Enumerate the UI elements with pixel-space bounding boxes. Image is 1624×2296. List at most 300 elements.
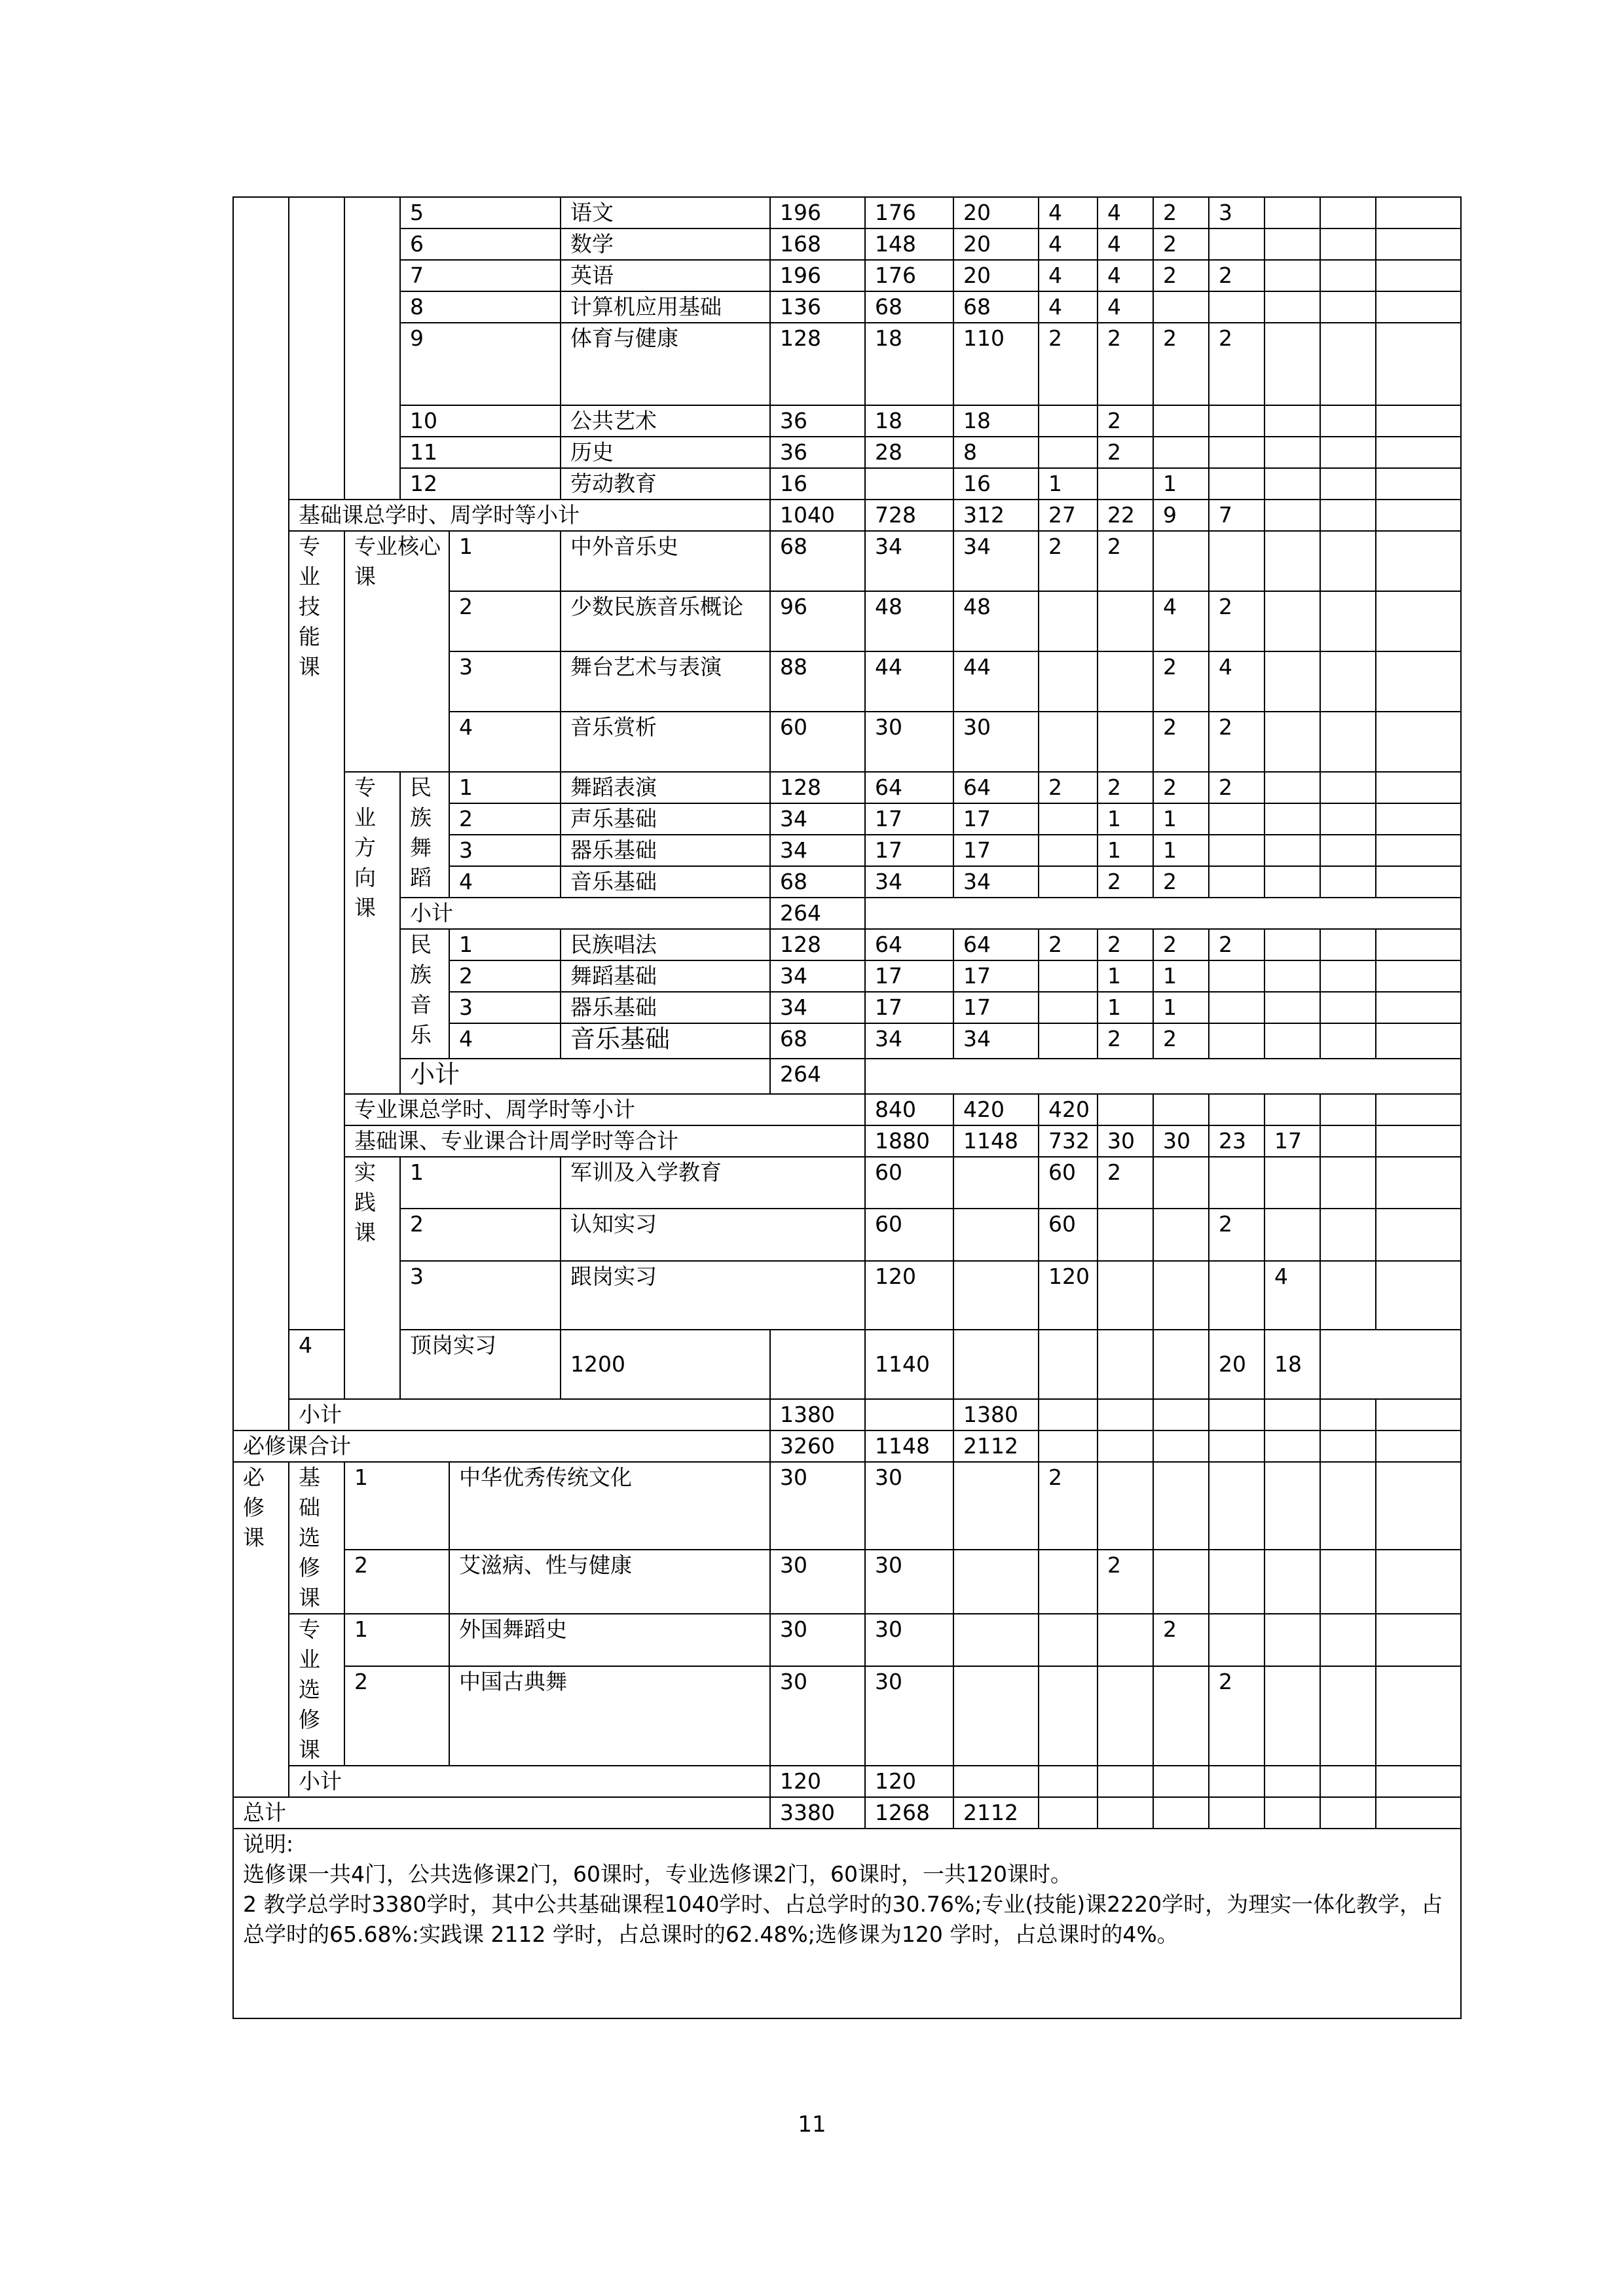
cell-practice: 1380 <box>953 1399 1039 1430</box>
course-name: 舞台艺术与表演 <box>561 651 770 712</box>
cell-s1 <box>1039 437 1098 468</box>
cell-s2 <box>1098 651 1153 712</box>
note-cell <box>1376 651 1461 712</box>
cell-s5 <box>1264 1399 1320 1430</box>
cell-s6 <box>1320 591 1376 651</box>
cell-s5 <box>1264 1797 1320 1829</box>
table-row <box>233 291 1461 323</box>
cell-s1 <box>1039 1430 1098 1462</box>
cell-s2: 4 <box>1098 260 1153 291</box>
table-row <box>233 1125 1461 1157</box>
cell-s2 <box>1153 1209 1209 1260</box>
cell-theory <box>953 1261 1039 1330</box>
note-cell <box>1376 1462 1461 1550</box>
cell-s2 <box>1153 1157 1209 1209</box>
cell-s4 <box>1209 405 1264 437</box>
cell-s4: 2 <box>1209 323 1264 405</box>
note-cell <box>1376 960 1461 992</box>
cell-s4 <box>1264 1209 1320 1260</box>
course-no: 10 <box>400 405 561 437</box>
table-row <box>233 468 1461 500</box>
course-no: 1 <box>449 531 561 591</box>
practice-label: 实践课 <box>344 1157 400 1399</box>
table-row <box>233 1330 1461 1399</box>
cell-s3: 1 <box>1153 960 1209 992</box>
total-label: 总计 <box>233 1797 770 1829</box>
course-name: 计算机应用基础 <box>561 291 770 323</box>
course-name: 民族唱法 <box>561 929 770 960</box>
cell-s5 <box>1320 1261 1376 1330</box>
cell-total: 120 <box>865 1261 953 1330</box>
curriculum-table <box>232 196 1462 2019</box>
subtotal-label: 小计 <box>289 1766 770 1797</box>
cell-s3: 2 <box>1209 1209 1264 1260</box>
cell-practice: 64 <box>953 929 1039 960</box>
cell-s1 <box>1039 712 1098 772</box>
cell-s2: 4 <box>1098 228 1153 260</box>
course-name: 语文 <box>561 197 770 228</box>
cell-practice: 48 <box>953 591 1039 651</box>
cell-s2 <box>1098 1666 1153 1766</box>
cell-practice: 17 <box>953 803 1039 835</box>
cell-s2 <box>1039 1330 1098 1399</box>
note-cell <box>1376 1797 1461 1829</box>
cell-s6 <box>1320 772 1376 803</box>
cell-s6 <box>1320 866 1376 898</box>
cell-practice: 8 <box>953 437 1039 468</box>
cell-s5 <box>1264 1550 1320 1614</box>
cell-s2 <box>1098 1462 1153 1550</box>
cell-s6 <box>1320 803 1376 835</box>
course-name: 中外音乐史 <box>561 531 770 591</box>
cell-theory: 68 <box>865 291 953 323</box>
cell-total: 30 <box>770 1614 865 1666</box>
cell-s1 <box>1098 1094 1153 1125</box>
cell-s6 <box>1320 1399 1376 1430</box>
cell-s4 <box>1209 866 1264 898</box>
cell-s2: 2 <box>1098 405 1153 437</box>
page-number: 11 <box>798 2111 826 2138</box>
cell-practice: 2112 <box>953 1797 1039 1829</box>
cell-s2: 2 <box>1098 929 1153 960</box>
cell-s4: 2 <box>1209 1666 1264 1766</box>
cell-s6 <box>1320 1614 1376 1666</box>
cell-s1 <box>1039 1399 1098 1430</box>
cell-s3: 2 <box>1153 1023 1209 1059</box>
course-no: 1 <box>400 1157 561 1209</box>
cell-practice <box>953 1550 1039 1614</box>
table-row <box>233 1614 1461 1666</box>
course-no: 1 <box>449 929 561 960</box>
basic-elective-label: 基础选修课 <box>289 1462 344 1614</box>
cell-total: 1380 <box>770 1399 865 1430</box>
cell-s5 <box>1264 1614 1320 1666</box>
note-cell <box>1376 405 1461 437</box>
cell-practice: 17 <box>953 835 1039 866</box>
cell-theory: 1268 <box>865 1797 953 1829</box>
cell-theory: 34 <box>865 1023 953 1059</box>
note-cell <box>1376 992 1461 1023</box>
table-row <box>233 1550 1461 1614</box>
cell-s6 <box>1376 1157 1461 1209</box>
cell-s3: 2 <box>1153 197 1209 228</box>
cell-total: 1880 <box>865 1125 953 1157</box>
cell-practice: 34 <box>953 866 1039 898</box>
cell-s1 <box>1039 1550 1098 1614</box>
course-name: 艾滋病、性与健康 <box>449 1550 770 1614</box>
cell-s2: 2 <box>1098 1023 1153 1059</box>
cell-theory <box>865 1399 953 1430</box>
cell-total: 1040 <box>770 500 865 531</box>
cell-s3: 2 <box>1153 712 1209 772</box>
cell-theory: 64 <box>865 772 953 803</box>
cell-s5 <box>1264 712 1320 772</box>
cell-s3 <box>1153 1550 1209 1614</box>
cell-s1 <box>953 1330 1039 1399</box>
empty-span <box>865 1059 1461 1094</box>
cell-total: 168 <box>770 228 865 260</box>
cell-s6 <box>1376 1209 1461 1260</box>
cell-total: 68 <box>770 866 865 898</box>
course-no: 3 <box>449 992 561 1023</box>
cell-total: 840 <box>865 1094 953 1125</box>
table-row <box>233 260 1461 291</box>
cell-s6: 18 <box>1264 1330 1320 1399</box>
course-no: 7 <box>400 260 561 291</box>
course-no: 9 <box>400 323 561 405</box>
cell-total: 30 <box>770 1666 865 1766</box>
cell-theory: 120 <box>865 1766 953 1797</box>
table-row <box>233 1094 1461 1125</box>
cell-practice: 60 <box>1039 1209 1098 1260</box>
cell-s6 <box>1320 1766 1376 1797</box>
cell-total: 34 <box>770 960 865 992</box>
table-row <box>233 1766 1461 1797</box>
cell-practice <box>953 1614 1039 1666</box>
cell-s6 <box>1320 437 1376 468</box>
cell-s6 <box>1320 960 1376 992</box>
cell-s4 <box>1209 1430 1264 1462</box>
cell-s6 <box>1320 1550 1376 1614</box>
cell-s2 <box>1098 712 1153 772</box>
cell-s6 <box>1320 291 1376 323</box>
note-line2: 2 教学总学时3380学时，其中公共基础课程1040学时、占总学时的30.76%;专业(技能)课2220学时，为理实一体化教学，占总学时的65.68%:实践课 2112 学时，占总课时的62.48%;选修课为120 学时，占总课时的4%。 <box>243 1891 1443 1947</box>
course-no: 4 <box>449 866 561 898</box>
cell-s3: 2 <box>1153 866 1209 898</box>
cell-s5 <box>1264 591 1320 651</box>
cell-s1: 2 <box>1039 531 1098 591</box>
cell-practice: 17 <box>953 992 1039 1023</box>
cell-s2: 22 <box>1098 500 1153 531</box>
cell-practice: 30 <box>953 712 1039 772</box>
cell-theory: 17 <box>865 835 953 866</box>
course-name: 舞蹈基础 <box>561 960 770 992</box>
cell-total: 34 <box>770 803 865 835</box>
cell-s1: 27 <box>1039 500 1098 531</box>
cell-theory: 1148 <box>953 1125 1039 1157</box>
cell-s4: 7 <box>1209 500 1264 531</box>
cell-theory: 64 <box>865 929 953 960</box>
cell-theory: 48 <box>865 591 953 651</box>
cell-s6 <box>1320 500 1376 531</box>
course-no: 1 <box>449 772 561 803</box>
course-no: 1 <box>344 1614 449 1666</box>
course-no: 1 <box>344 1462 449 1550</box>
cell-s6 <box>1320 1430 1376 1462</box>
cell-s2 <box>1098 1430 1153 1462</box>
cell-total: 60 <box>865 1209 953 1260</box>
cell-s6 <box>1320 1023 1376 1059</box>
core-label: 专业核心课 <box>344 531 449 772</box>
cell-s3: 2 <box>1153 323 1209 405</box>
group-col <box>289 197 344 500</box>
direction-label: 专业方向课 <box>344 772 400 1094</box>
subtotal-label: 基础课、专业课合计周学时等合计 <box>344 1125 865 1157</box>
total-label: 必修课合计 <box>233 1430 770 1462</box>
cell-s6 <box>1320 405 1376 437</box>
course-name: 音乐基础 <box>561 1023 770 1059</box>
cell-total: 68 <box>770 531 865 591</box>
course-name: 声乐基础 <box>561 803 770 835</box>
table-row <box>233 228 1461 260</box>
cell-s2: 1 <box>1098 803 1153 835</box>
cell-total: 264 <box>770 1059 865 1094</box>
cell-s4 <box>1209 437 1264 468</box>
cell-practice <box>953 1666 1039 1766</box>
cell-s6 <box>1320 197 1376 228</box>
table-row <box>233 1209 1461 1260</box>
course-name: 音乐基础 <box>561 866 770 898</box>
cell-s4: 17 <box>1264 1125 1320 1157</box>
cell-s5 <box>1264 772 1320 803</box>
cell-s3 <box>1153 437 1209 468</box>
cell-practice: 44 <box>953 651 1039 712</box>
cell-s3: 2 <box>1153 772 1209 803</box>
cell-s1 <box>1039 1614 1098 1666</box>
course-name: 器乐基础 <box>561 835 770 866</box>
cell-total: 68 <box>770 1023 865 1059</box>
cell-total: 136 <box>770 291 865 323</box>
cell-theory: 44 <box>865 651 953 712</box>
note-cell <box>1376 835 1461 866</box>
cell-s2: 2 <box>1098 437 1153 468</box>
table-row <box>233 500 1461 531</box>
table-row <box>233 1157 1461 1209</box>
cell-s4 <box>1153 1330 1209 1399</box>
cell-s1 <box>1039 405 1098 437</box>
course-no: 4 <box>449 712 561 772</box>
cell-s4: 2 <box>1209 260 1264 291</box>
cell-s3 <box>1153 1399 1209 1430</box>
note-cell <box>1376 260 1461 291</box>
subgroup-col <box>344 197 400 500</box>
cell-s6 <box>1320 835 1376 866</box>
cell-s1: 4 <box>1039 260 1098 291</box>
cell-practice: 120 <box>1039 1261 1098 1330</box>
table-row <box>233 898 1461 929</box>
cell-s1 <box>1039 992 1098 1023</box>
course-no: 3 <box>400 1261 561 1330</box>
cell-s2 <box>1098 1399 1153 1430</box>
cell-s6 <box>1320 323 1376 405</box>
cell-theory: 148 <box>865 228 953 260</box>
cell-s2 <box>1153 1094 1209 1125</box>
cell-s3 <box>1209 1261 1264 1330</box>
course-no: 11 <box>400 437 561 468</box>
cell-practice <box>953 1462 1039 1550</box>
cell-theory: 1148 <box>865 1430 953 1462</box>
subtotal-label: 小计 <box>400 1059 770 1094</box>
cell-s1: 4 <box>1039 197 1098 228</box>
cell-s1: 2 <box>1039 929 1098 960</box>
cell-theory <box>865 468 953 500</box>
cell-s1: 2 <box>1039 1462 1098 1550</box>
course-no: 8 <box>400 291 561 323</box>
cell-s4 <box>1209 291 1264 323</box>
course-name: 中华优秀传统文化 <box>449 1462 770 1550</box>
cell-s5 <box>1264 405 1320 437</box>
cell-theory: 34 <box>865 531 953 591</box>
elective-label: 必修课 <box>233 1462 289 1797</box>
cell-s1: 2 <box>1039 772 1098 803</box>
cell-theory: 30 <box>865 1462 953 1550</box>
cell-total: 96 <box>770 591 865 651</box>
cell-practice: 1140 <box>865 1330 953 1399</box>
outer-left-col <box>233 197 289 1430</box>
cell-s5 <box>1264 500 1320 531</box>
cell-practice: 420 <box>1039 1094 1098 1125</box>
cell-total: 88 <box>770 651 865 712</box>
cell-s3: 2 <box>1153 228 1209 260</box>
table-row <box>233 531 1461 591</box>
cell-s6 <box>1320 929 1376 960</box>
cell-s1: 4 <box>1039 228 1098 260</box>
cell-s4 <box>1209 835 1264 866</box>
cell-s5 <box>1264 992 1320 1023</box>
cell-s2: 2 <box>1098 772 1153 803</box>
cell-s4 <box>1209 960 1264 992</box>
cell-s4 <box>1209 531 1264 591</box>
note-cell <box>1376 712 1461 772</box>
cell-s4 <box>1209 992 1264 1023</box>
table-row <box>233 1666 1461 1766</box>
cell-theory: 28 <box>865 437 953 468</box>
skills-label: 专业技能课 <box>289 531 344 1330</box>
cell-practice: 34 <box>953 531 1039 591</box>
course-no: 4 <box>289 1330 400 1399</box>
course-name: 体育与健康 <box>561 323 770 405</box>
cell-s3: 1 <box>1153 992 1209 1023</box>
cell-s1 <box>1039 866 1098 898</box>
cell-practice: 2112 <box>953 1430 1039 1462</box>
cell-s3 <box>1153 1666 1209 1766</box>
cell-s5 <box>1264 323 1320 405</box>
cell-s3: 2 <box>1153 260 1209 291</box>
course-name: 认知实习 <box>561 1209 865 1260</box>
prof-elective-label: 专业选修课 <box>289 1614 344 1766</box>
cell-s3: 2 <box>1153 929 1209 960</box>
cell-s2: 30 <box>1153 1125 1209 1157</box>
table-row <box>233 1797 1461 1829</box>
note-cell <box>1376 1550 1461 1614</box>
cell-s1: 2 <box>1098 1157 1153 1209</box>
cell-total: 3380 <box>770 1797 865 1829</box>
cell-s6 <box>1320 228 1376 260</box>
cell-s6 <box>1376 1125 1461 1157</box>
cell-s5 <box>1264 1766 1320 1797</box>
cell-s5 <box>1264 531 1320 591</box>
cell-s2: 2 <box>1098 866 1153 898</box>
table-row <box>233 929 1461 960</box>
cell-practice: 60 <box>1039 1157 1098 1209</box>
cell-total: 16 <box>770 468 865 500</box>
note-cell <box>1376 803 1461 835</box>
cell-s3 <box>1153 1766 1209 1797</box>
cell-s2: 4 <box>1098 197 1153 228</box>
cell-total: 128 <box>770 772 865 803</box>
cell-s1 <box>1039 1023 1098 1059</box>
cell-s5 <box>1264 803 1320 835</box>
cell-s4: 4 <box>1209 651 1264 712</box>
cell-s4: 4 <box>1264 1261 1320 1330</box>
cell-s4 <box>1209 1550 1264 1614</box>
cell-s5 <box>1320 1157 1376 1209</box>
course-name: 军训及入学教育 <box>561 1157 865 1209</box>
table-row <box>233 1399 1461 1430</box>
course-no: 2 <box>400 1209 561 1260</box>
cell-s5 <box>1264 1430 1320 1462</box>
cell-s4: 2 <box>1209 712 1264 772</box>
music-label: 民族音乐 <box>400 929 449 1059</box>
cell-s6 <box>1320 1666 1376 1766</box>
cell-s6 <box>1320 468 1376 500</box>
course-no: 2 <box>344 1666 449 1766</box>
cell-s2 <box>1098 1614 1153 1666</box>
cell-s1 <box>1039 591 1098 651</box>
course-name: 音乐赏析 <box>561 712 770 772</box>
cell-s1 <box>1039 960 1098 992</box>
course-name: 英语 <box>561 260 770 291</box>
cell-s3 <box>1209 1094 1264 1125</box>
cell-s1 <box>1098 1261 1153 1330</box>
course-no: 3 <box>449 651 561 712</box>
cell-s6 <box>1320 712 1376 772</box>
note-cell <box>1376 866 1461 898</box>
cell-total: 34 <box>770 992 865 1023</box>
cell-total: 196 <box>770 197 865 228</box>
cell-s1: 4 <box>1039 291 1098 323</box>
subtotal-label: 基础课总学时、周学时等小计 <box>289 500 770 531</box>
cell-theory: 30 <box>865 1614 953 1666</box>
cell-s3: 1 <box>1153 835 1209 866</box>
note-cell <box>1376 1023 1461 1059</box>
cell-practice: 732 <box>1039 1125 1098 1157</box>
cell-s6 <box>1376 1261 1461 1330</box>
table-row <box>233 437 1461 468</box>
note-cell <box>1376 323 1461 405</box>
cell-s6 <box>1376 1094 1461 1125</box>
cell-s1: 30 <box>1098 1125 1153 1157</box>
cell-s2: 1 <box>1098 992 1153 1023</box>
cell-total: 128 <box>770 929 865 960</box>
cell-s1: 1 <box>1039 468 1098 500</box>
cell-s1 <box>1039 1797 1098 1829</box>
cell-s1 <box>1039 651 1098 712</box>
cell-theory: 17 <box>865 803 953 835</box>
course-name: 器乐基础 <box>561 992 770 1023</box>
table-row <box>233 1059 1461 1094</box>
cell-s3: 2 <box>1153 651 1209 712</box>
